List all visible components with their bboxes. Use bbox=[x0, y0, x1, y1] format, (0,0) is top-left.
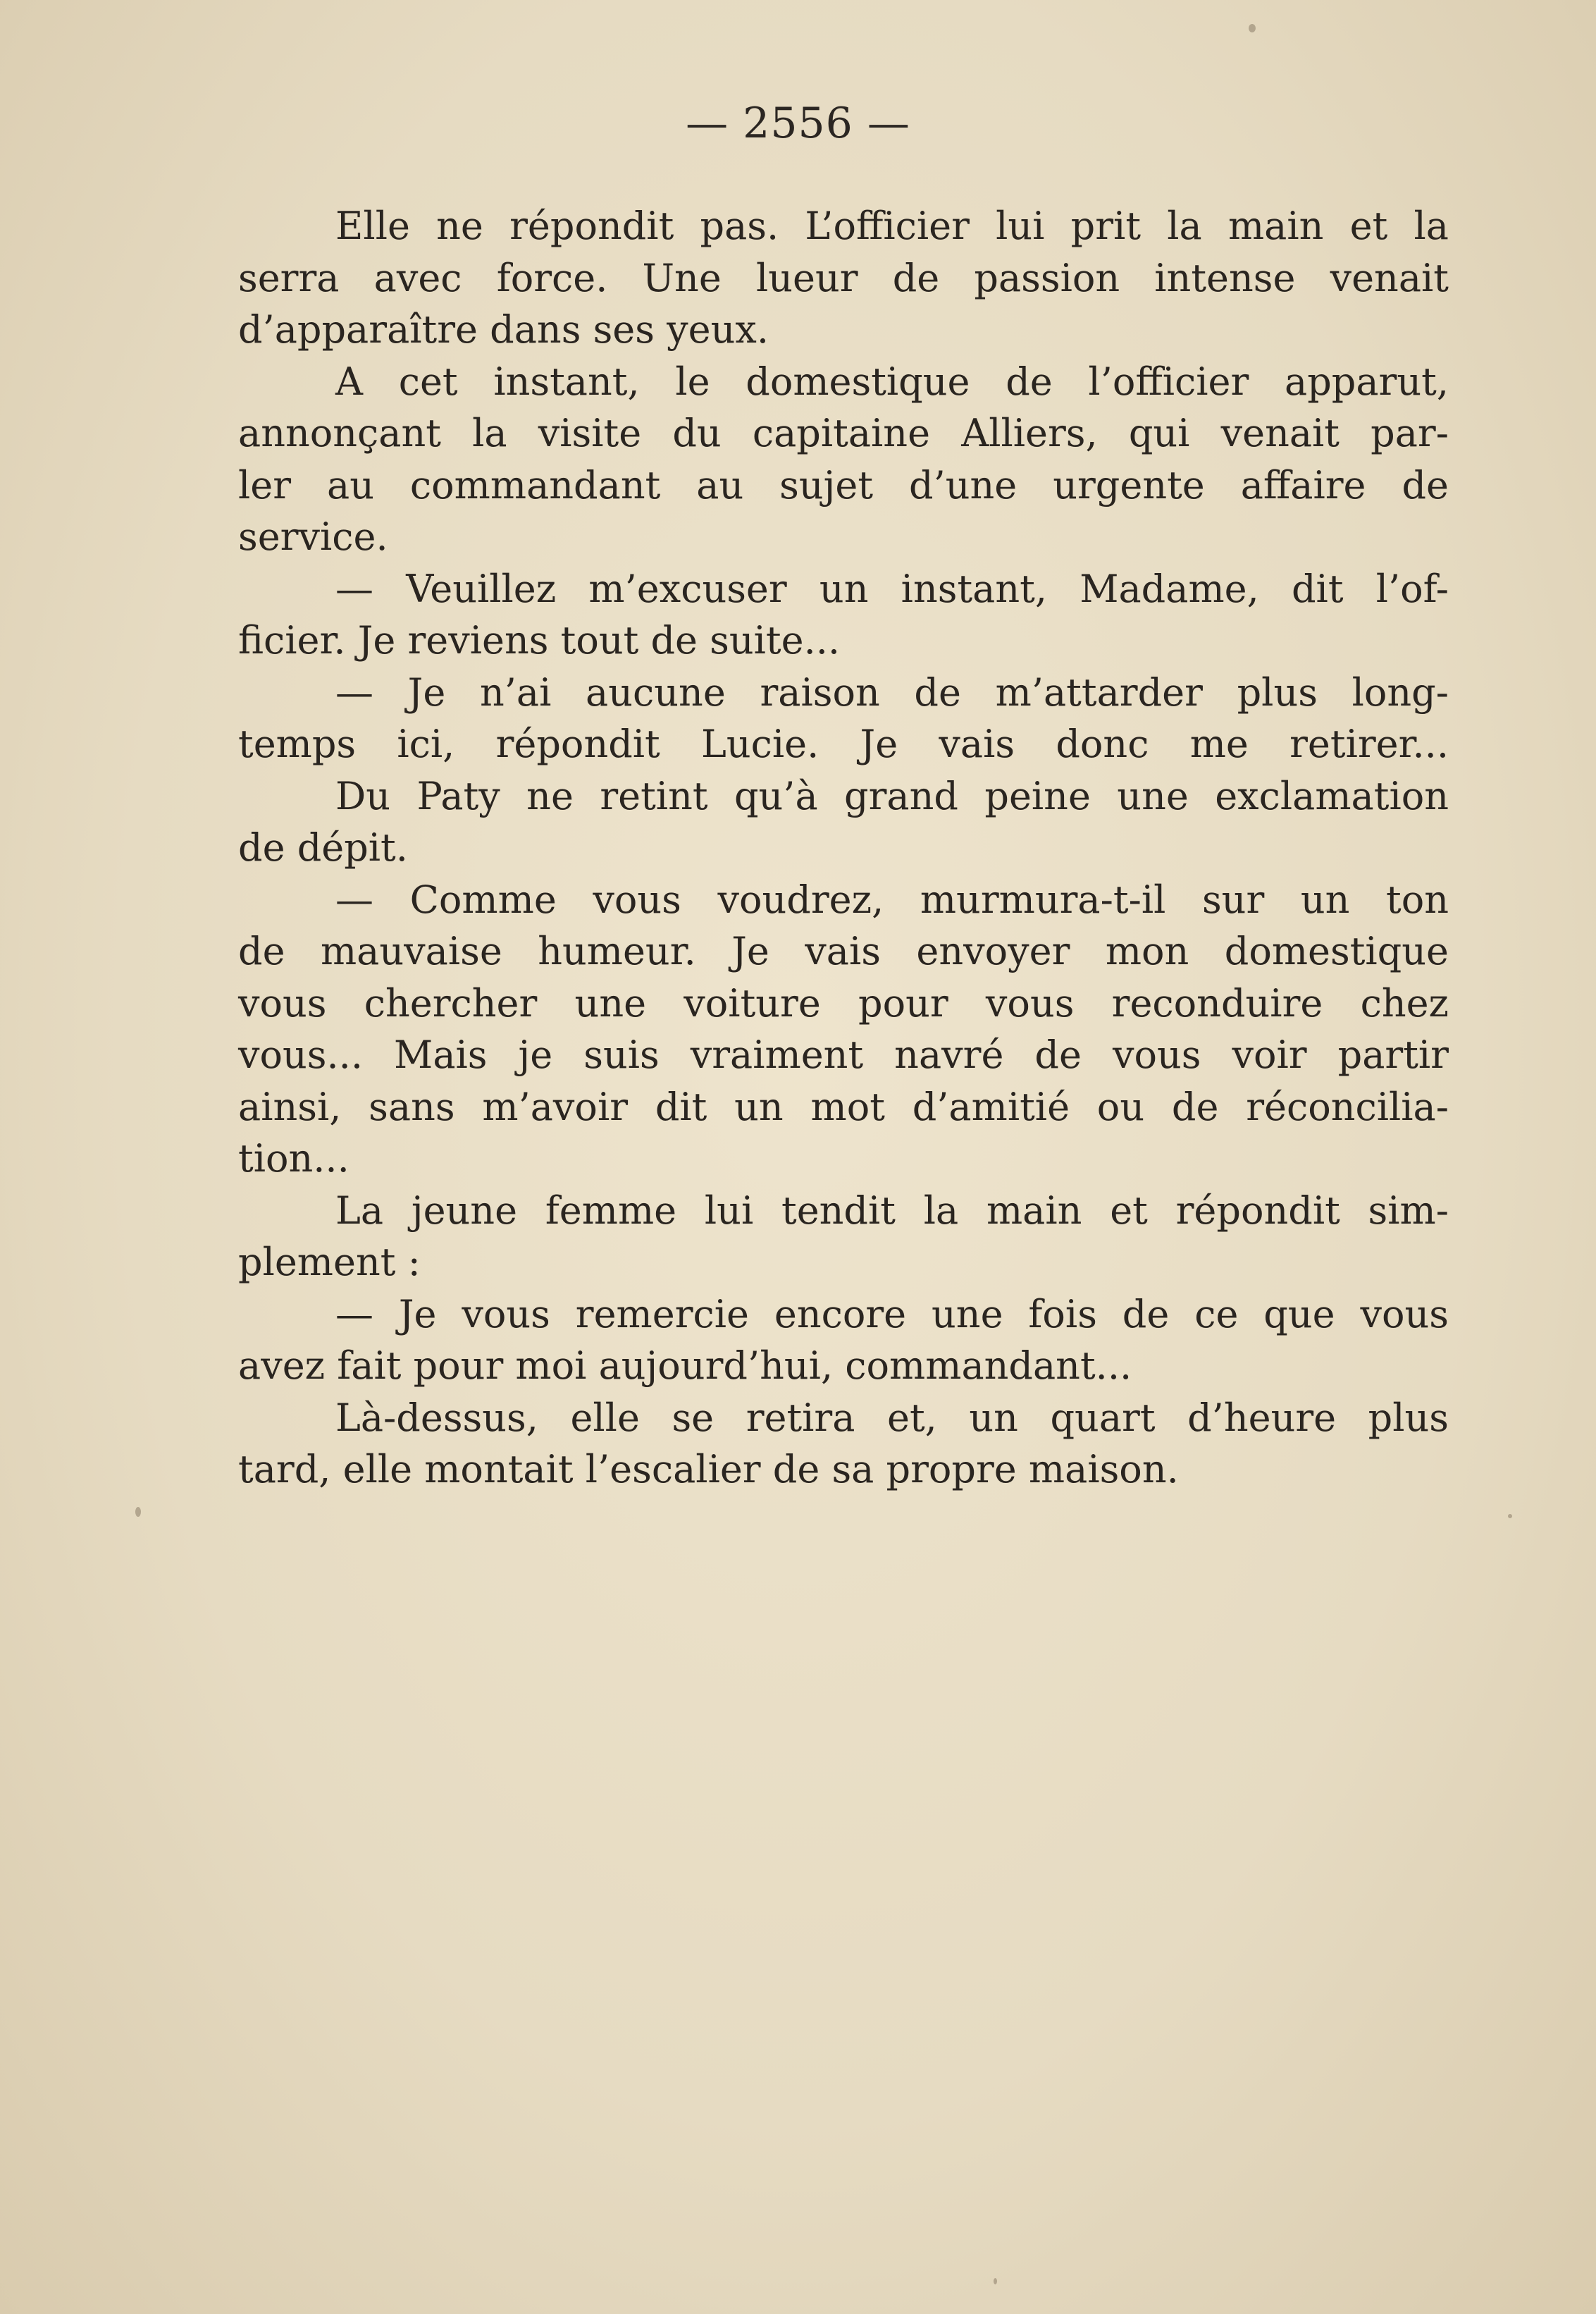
text-line: vous chercher une voiture pour vous reconduire chez bbox=[238, 980, 1449, 1026]
text-line: — Veuillez m’excuser un instant, Madame, dit l’of- bbox=[335, 566, 1449, 611]
text-line: ainsi, sans m’avoir dit un mot d’amitié ou de réconcilia- bbox=[238, 1084, 1449, 1129]
paper-speck bbox=[1508, 1514, 1512, 1518]
paper-speck bbox=[1249, 24, 1256, 32]
text-line: de mauvaise humeur. Je vais envoyer mon domestique bbox=[238, 929, 1449, 973]
paper-speck bbox=[135, 1507, 141, 1517]
text-line: — Comme vous voudrez, murmura-t-il sur un ton bbox=[335, 877, 1449, 922]
text-line: serra avec force. Une lueur de passion intense venait bbox=[238, 255, 1449, 300]
text-line: temps ici, répondit Lucie. Je vais donc me retirer... bbox=[238, 722, 1449, 766]
text-line: plement : bbox=[238, 1240, 421, 1284]
text-line: — Je vous remercie encore une fois de ce que vous bbox=[335, 1291, 1449, 1336]
text-line: ficier. Je reviens tout de suite... bbox=[238, 618, 841, 663]
text-line: A cet instant, le domestique de l’officier apparut, bbox=[335, 359, 1449, 404]
text-line: tard, elle montait l’escalier de sa propre maison. bbox=[238, 1447, 1179, 1491]
text-line: Là-dessus, elle se retira et, un quart d’heure plus bbox=[335, 1395, 1449, 1440]
paper-speck bbox=[994, 2278, 997, 2284]
text-line: — Je n’ai aucune raison de m’attarder plus long- bbox=[335, 670, 1449, 715]
page-number: — 2556 — bbox=[686, 99, 910, 148]
text-line: Du Paty ne retint qu’à grand peine une exclamation bbox=[335, 773, 1449, 818]
text-line: d’apparaître dans ses yeux. bbox=[238, 307, 769, 352]
text-line: service. bbox=[238, 515, 388, 559]
text-line: vous... Mais je suis vraiment navré de vous voir partir bbox=[238, 1033, 1449, 1077]
text-line: tion... bbox=[238, 1136, 349, 1181]
text-line: Elle ne répondit pas. L’officier lui prit la main et la bbox=[335, 204, 1449, 248]
text-line: ler au commandant au sujet d’une urgente affaire de bbox=[238, 462, 1449, 507]
text-line: La jeune femme lui tendit la main et répondit sim- bbox=[335, 1188, 1449, 1233]
text-line: avez fait pour moi aujourd’hui, commandant... bbox=[238, 1343, 1132, 1388]
body-text bbox=[238, 200, 1449, 1496]
text-line: annonçant la visite du capitaine Alliers, qui venait par- bbox=[238, 411, 1449, 455]
text-line: de dépit. bbox=[238, 825, 408, 870]
